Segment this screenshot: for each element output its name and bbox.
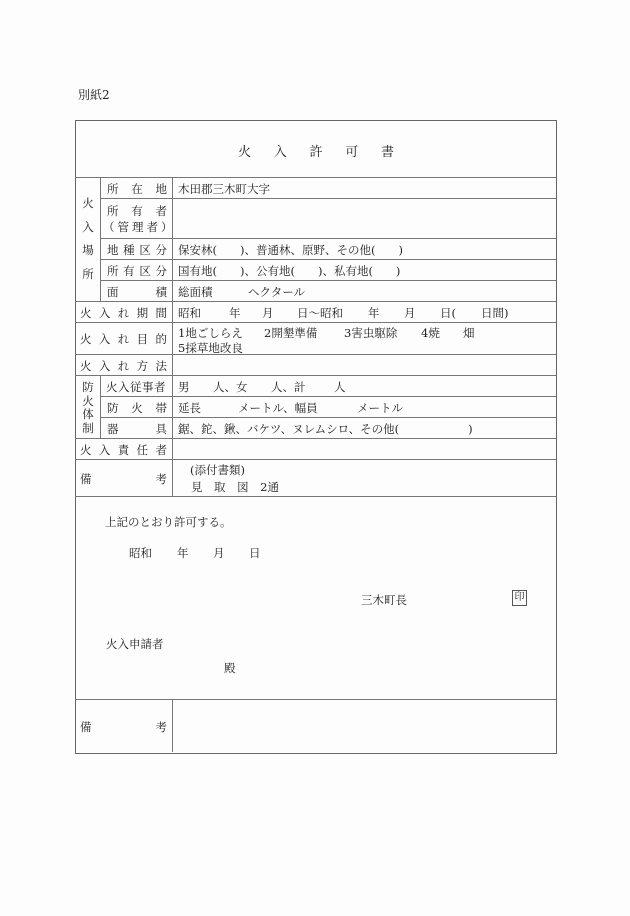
responsible-value[interactable] xyxy=(178,441,548,456)
owner-value[interactable] xyxy=(178,210,548,230)
firebreak-label: 防 火 帯 xyxy=(107,401,167,415)
seal-mark: 印 xyxy=(512,590,527,606)
form-title: 火 入 許 可 書 xyxy=(238,145,394,160)
remarks1-label: 備 考 xyxy=(80,472,167,486)
land-type-label: 地 種 区 分 xyxy=(107,243,167,257)
remarks2-value[interactable] xyxy=(178,705,548,745)
workers-label: 火入従事者 xyxy=(106,380,166,394)
ownership-value[interactable]: 国有地( )、公有地( )、私有地( ) xyxy=(178,264,401,278)
area-label: 面 積 xyxy=(107,285,167,299)
owner-label: 所 有 者 xyxy=(107,204,167,218)
tools-value[interactable]: 鋸、鉈、鍬、バケツ、ヌレムシロ、その他( ) xyxy=(178,422,473,436)
honorific: 殿 xyxy=(224,661,236,675)
area-value-unit: ヘクタール xyxy=(248,285,306,299)
remarks2-label: 備 考 xyxy=(80,720,167,734)
purpose-label: 火 入 れ 目 的 xyxy=(80,332,167,346)
method-value[interactable] xyxy=(178,357,548,372)
tools-label: 器 具 xyxy=(107,422,167,436)
period-label: 火 入 れ 期 間 xyxy=(80,306,167,320)
location-label: 所 在 地 xyxy=(107,182,167,196)
mayor-title: 三木町長 xyxy=(361,593,407,607)
method-label: 火 入 れ 方 法 xyxy=(80,359,167,373)
location-value[interactable]: 木田郡三木町大字 xyxy=(178,182,270,196)
remarks1-map: 見 取 図 2通 xyxy=(191,480,279,494)
section-fire-label: 防 火 体 制 xyxy=(82,380,94,435)
applicant-label: 火入申請者 xyxy=(106,637,164,651)
area-value-total[interactable]: 総面積 xyxy=(178,285,213,299)
ownership-label: 所 有 区 分 xyxy=(107,264,167,278)
attachment-label: 別紙2 xyxy=(78,88,110,102)
approval-statement: 上記のとおり許可する。 xyxy=(105,515,232,529)
responsible-label: 火 入 責 任 者 xyxy=(80,443,167,457)
land-type-value[interactable]: 保安林( )、普通林、原野、その他( ) xyxy=(178,243,403,257)
remarks1-attachments: (添付書類) xyxy=(190,463,245,477)
section-place-label: 火 入 場 所 xyxy=(82,196,94,281)
owner-label-sub: （管理者） xyxy=(103,220,176,234)
